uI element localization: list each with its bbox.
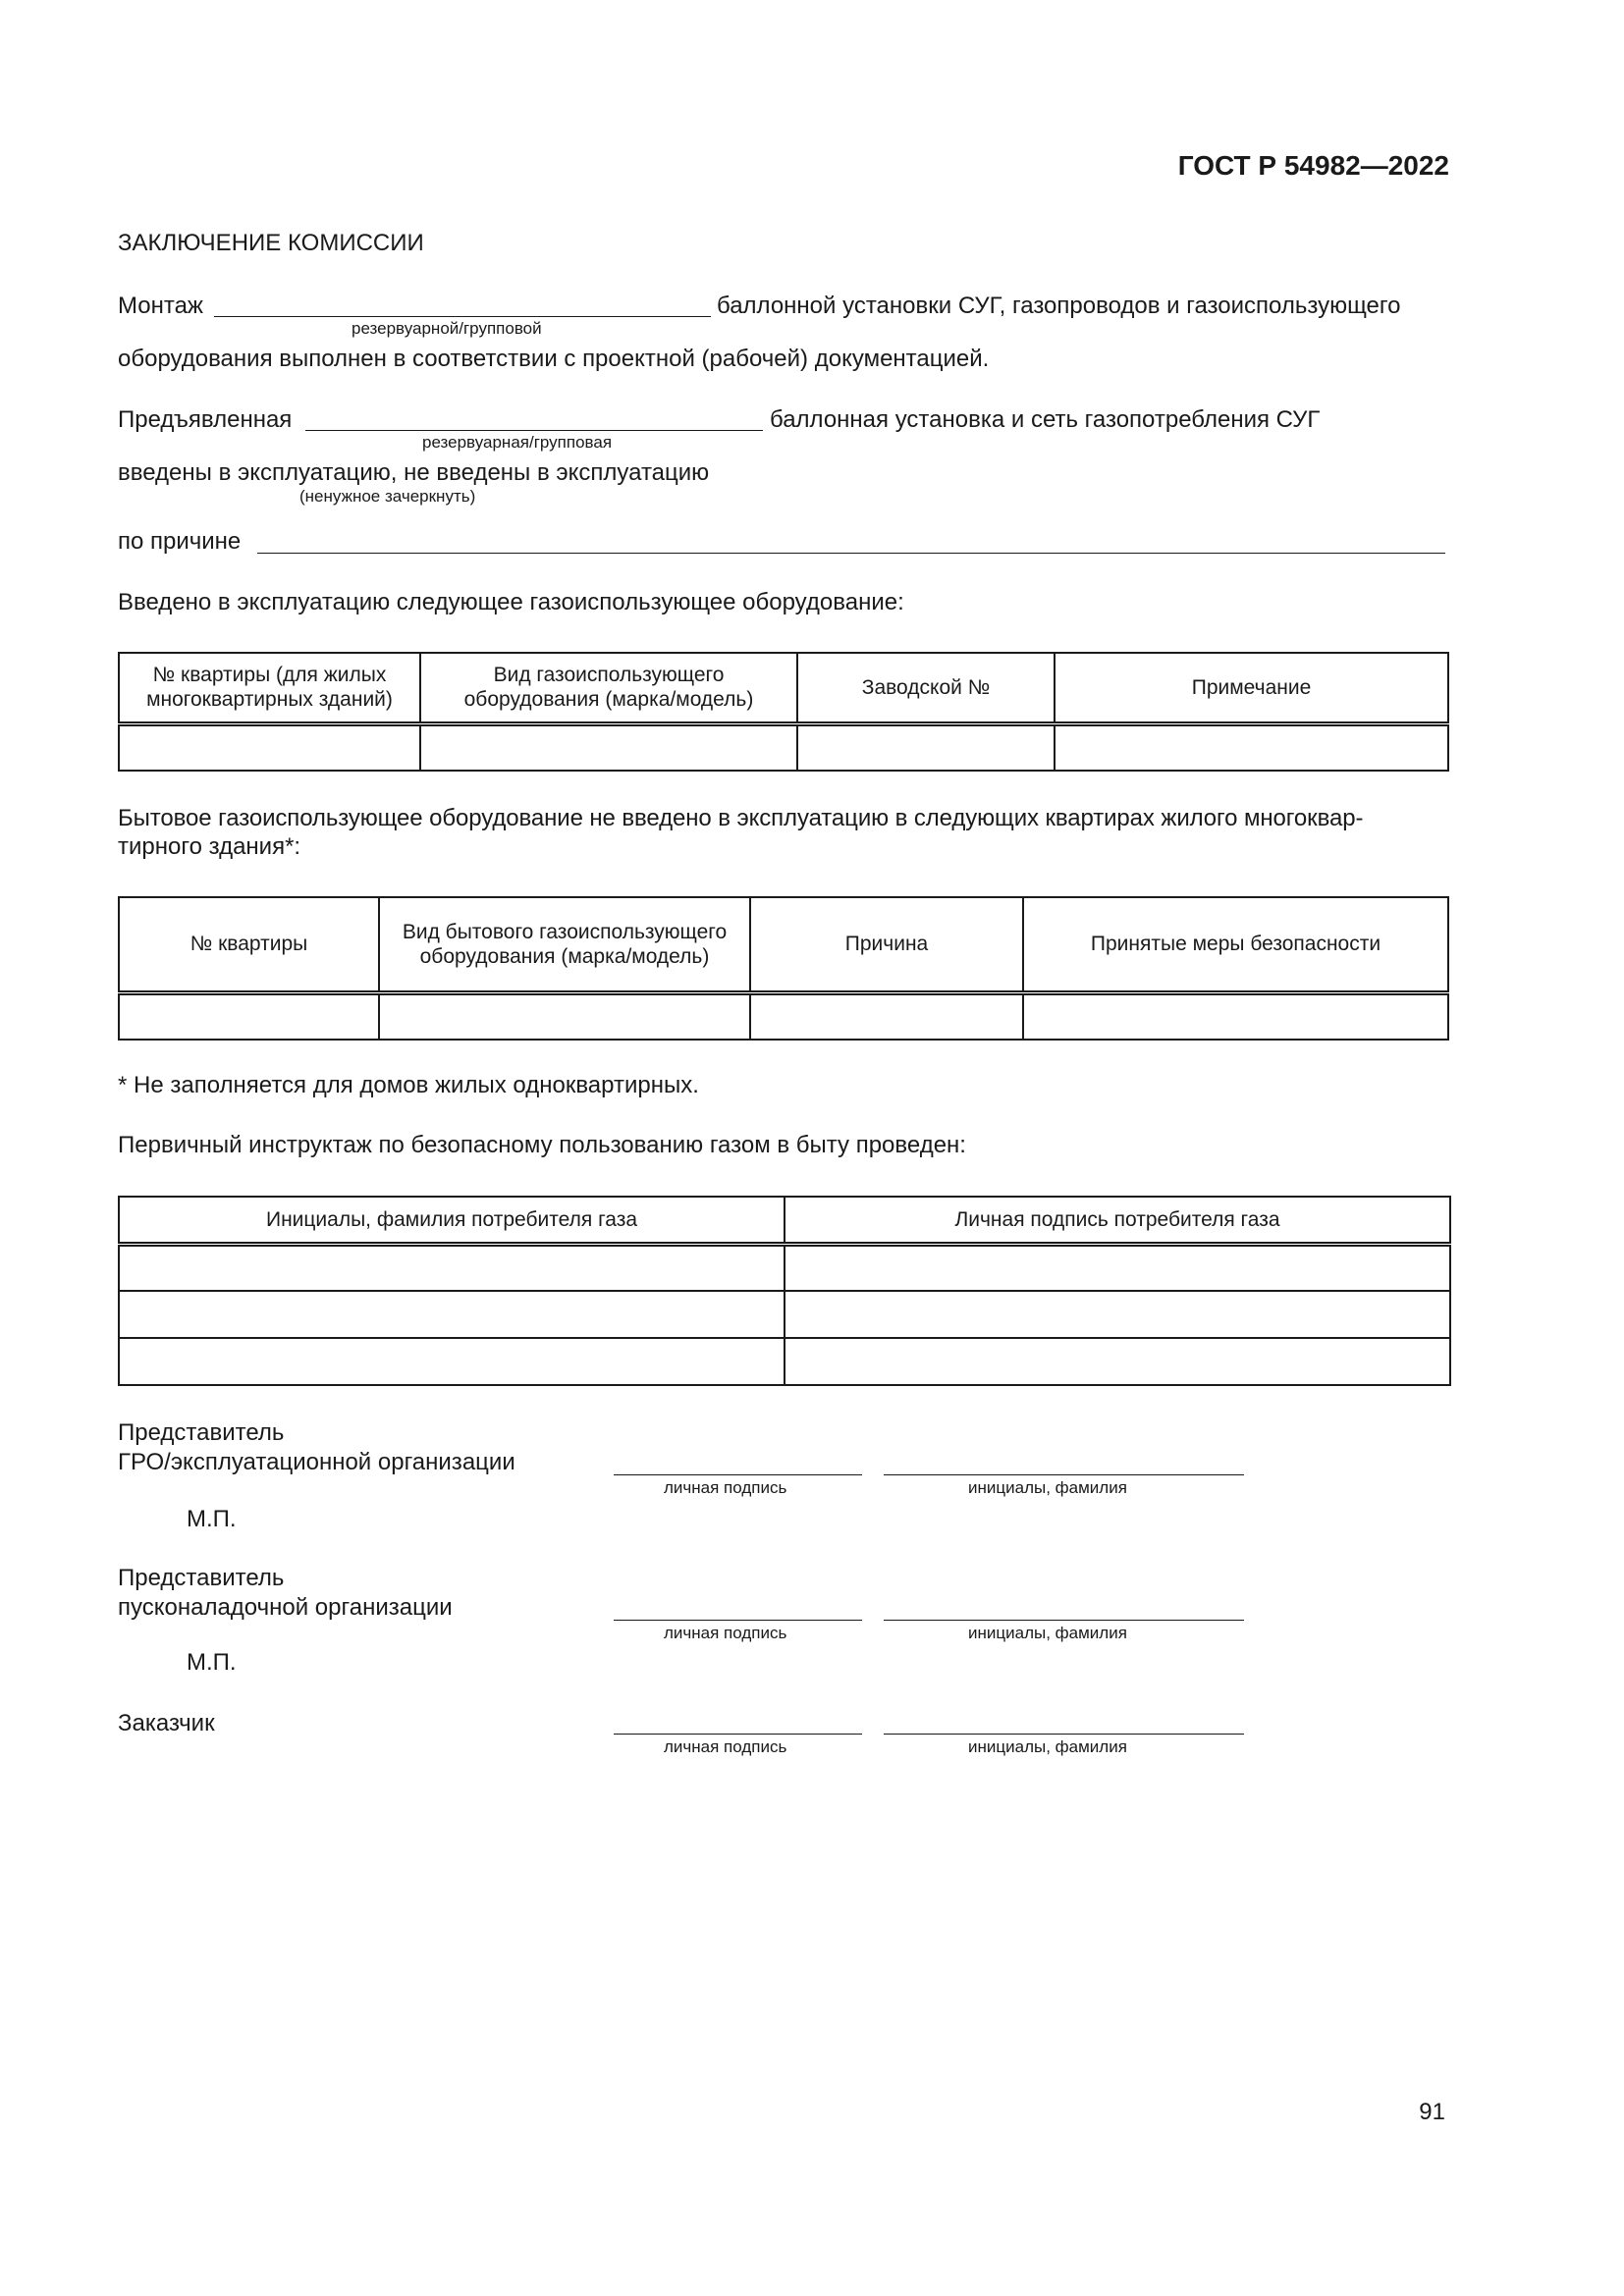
gro-signature-line[interactable] (614, 1474, 862, 1475)
table-cell[interactable] (119, 1244, 785, 1291)
table-row (119, 1244, 1450, 1291)
table2-header-equipment: Вид бытового газоиспользующего оборудования (марка/модель) (379, 897, 750, 992)
customer-signature-line[interactable] (614, 1734, 862, 1735)
table-cell[interactable] (1055, 723, 1448, 771)
document-code: ГОСТ Р 54982—2022 (1177, 150, 1449, 181)
presented-hint: резервуарная/групповая (422, 433, 613, 452)
gro-representative-line1: Представитель (118, 1419, 285, 1446)
table1-header-note: Примечание (1055, 653, 1448, 723)
table-cell[interactable] (119, 723, 420, 771)
instruction-intro: Первичный инструктаж по безопасному пользованию газом в быту проведен: (118, 1132, 966, 1158)
commissioning-representative-line2: пусконаладочной организации (118, 1594, 453, 1621)
section-title: ЗАКЛЮЧЕНИЕ КОМИССИИ (118, 230, 424, 256)
presented-prefix: Предъявленная (118, 406, 293, 433)
table-cell[interactable] (379, 992, 750, 1040)
table-row (119, 1291, 1450, 1338)
table-cell[interactable] (119, 1291, 785, 1338)
table-cell[interactable] (785, 1244, 1450, 1291)
customer-signature-hint: личная подпись (664, 1737, 787, 1756)
gro-name-hint: инициалы, фамилия (968, 1478, 1127, 1497)
table1-header-apartment: № квартиры (для жилых многоквартирных зданий) (119, 653, 420, 723)
gro-name-line[interactable] (884, 1474, 1244, 1475)
presented-blank-line[interactable] (305, 430, 763, 431)
customer-name-hint: инициалы, фамилия (968, 1737, 1127, 1756)
customer-name-line[interactable] (884, 1734, 1244, 1735)
table2-header-measures: Принятые меры безопасности (1023, 897, 1448, 992)
table-row (119, 723, 1448, 771)
not-commissioned-intro: Бытовое газоиспользующее оборудование не введено в эксплуатацию в следующих квартирах жилого многоквар- (118, 805, 1364, 831)
presented-suffix: баллонная установка и сеть газопотребления СУГ (770, 406, 1321, 433)
gro-stamp: М.П. (187, 1506, 237, 1532)
table-cell[interactable] (119, 1338, 785, 1385)
table3-header-name: Инициалы, фамилия потребителя газа (119, 1197, 785, 1244)
reason-blank-line[interactable] (257, 553, 1445, 554)
presented-line2-hint: (ненужное зачеркнуть) (299, 487, 476, 506)
instruction-table (118, 1196, 1451, 1386)
presented-line2: введены в эксплуатацию, не введены в эксплуатацию (118, 459, 710, 486)
table-cell[interactable] (750, 992, 1023, 1040)
commissioned-equipment-table (118, 652, 1449, 772)
commissioning-signature-line[interactable] (614, 1620, 862, 1621)
not-commissioned-intro-2: тирного здания*: (118, 833, 301, 860)
table-cell[interactable] (797, 723, 1055, 771)
commissioning-representative-line1: Представитель (118, 1565, 285, 1591)
table-row (119, 992, 1448, 1040)
montage-suffix: баллонной установки СУГ, газопроводов и газоиспользующего (717, 293, 1401, 319)
commissioning-signature-hint: личная подпись (664, 1624, 787, 1642)
table-cell[interactable] (785, 1338, 1450, 1385)
page-number: 91 (1419, 2099, 1445, 2125)
table-cell[interactable] (420, 723, 797, 771)
montage-blank-line[interactable] (214, 316, 711, 317)
table2-header-apartment: № квартиры (119, 897, 379, 992)
reason-label: по причине (118, 528, 242, 555)
montage-hint: резервуарной/групповой (352, 319, 542, 338)
table-cell[interactable] (119, 992, 379, 1040)
table-row (119, 1338, 1450, 1385)
table3-header-signature: Личная подпись потребителя газа (785, 1197, 1450, 1244)
footnote: * Не заполняется для домов жилых одноквартирных. (118, 1072, 699, 1098)
table1-header-equipment: Вид газоиспользующего оборудования (марка/модель) (420, 653, 797, 723)
table-cell[interactable] (785, 1291, 1450, 1338)
not-commissioned-table (118, 896, 1449, 1041)
montage-line2: оборудования выполнен в соответствии с проектной (рабочей) документацией. (118, 346, 990, 372)
commissioning-name-hint: инициалы, фамилия (968, 1624, 1127, 1642)
montage-prefix: Монтаж (118, 293, 203, 319)
equipment-intro: Введено в эксплуатацию следующее газоиспользующее оборудование: (118, 589, 904, 615)
gro-signature-hint: личная подпись (664, 1478, 787, 1497)
table1-header-serial: Заводской № (797, 653, 1055, 723)
customer-label: Заказчик (118, 1710, 215, 1736)
commissioning-stamp: М.П. (187, 1649, 237, 1676)
table2-header-reason: Причина (750, 897, 1023, 992)
table-cell[interactable] (1023, 992, 1448, 1040)
commissioning-name-line[interactable] (884, 1620, 1244, 1621)
gro-representative-line2: ГРО/эксплуатационной организации (118, 1449, 515, 1475)
